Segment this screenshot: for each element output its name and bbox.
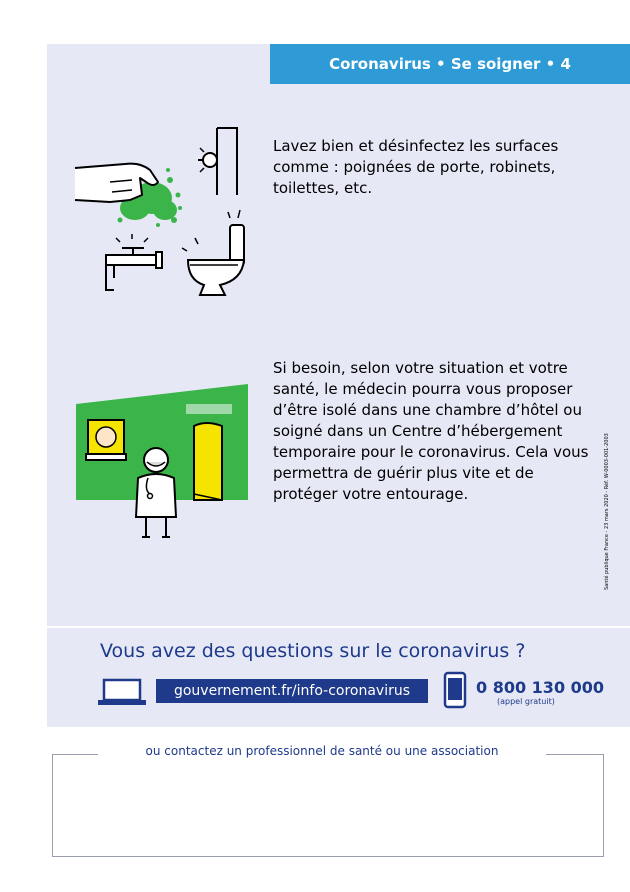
contact-box-border-left bbox=[52, 754, 98, 755]
questions-heading: Vous avez des questions sur le coronavirus ? bbox=[100, 640, 526, 662]
phone-note: (appel gratuit) bbox=[497, 697, 555, 706]
contact-box bbox=[52, 754, 604, 857]
contact-box-border-right bbox=[546, 754, 603, 755]
info-url-text: gouvernement.fr/info-coronavirus bbox=[173, 683, 411, 699]
info-url-link[interactable] bbox=[156, 679, 428, 703]
isolation-illustration bbox=[76, 382, 256, 542]
phone-number[interactable]: 0 800 130 000 bbox=[476, 678, 605, 697]
cleaning-hand-icon bbox=[75, 164, 182, 227]
section-divider bbox=[47, 626, 630, 628]
contact-label: ou contactez un professionnel de santé ou une association bbox=[100, 744, 544, 758]
door-handle-icon bbox=[198, 128, 237, 195]
page-title bbox=[270, 44, 630, 84]
reference-code: Santé publique France - 23 mars 2020 - Réf. W-0003-001-2003 bbox=[604, 433, 610, 590]
section1-text: Lavez bien et désinfectez les surfaces comme : poignées de porte, robinets, toilettes, etc. bbox=[273, 137, 559, 197]
cleaning-illustration bbox=[70, 120, 270, 300]
toilet-icon bbox=[182, 210, 244, 295]
laptop-icon bbox=[98, 678, 148, 708]
page-title-text: Coronavirus • Se soigner • 4 bbox=[329, 55, 571, 73]
section2-text: Si besoin, selon votre situation et votre santé, le médecin pourra vous proposer d’être isolé dans une chambre d’hôtel ou soigné dans un Centre d’hébergement temporaire pour le coronavirus. Cela vous permettra de guérir plus vite et de protéger votre entourage. bbox=[273, 359, 589, 503]
faucet-icon bbox=[106, 234, 162, 290]
smartphone-icon bbox=[443, 671, 467, 709]
